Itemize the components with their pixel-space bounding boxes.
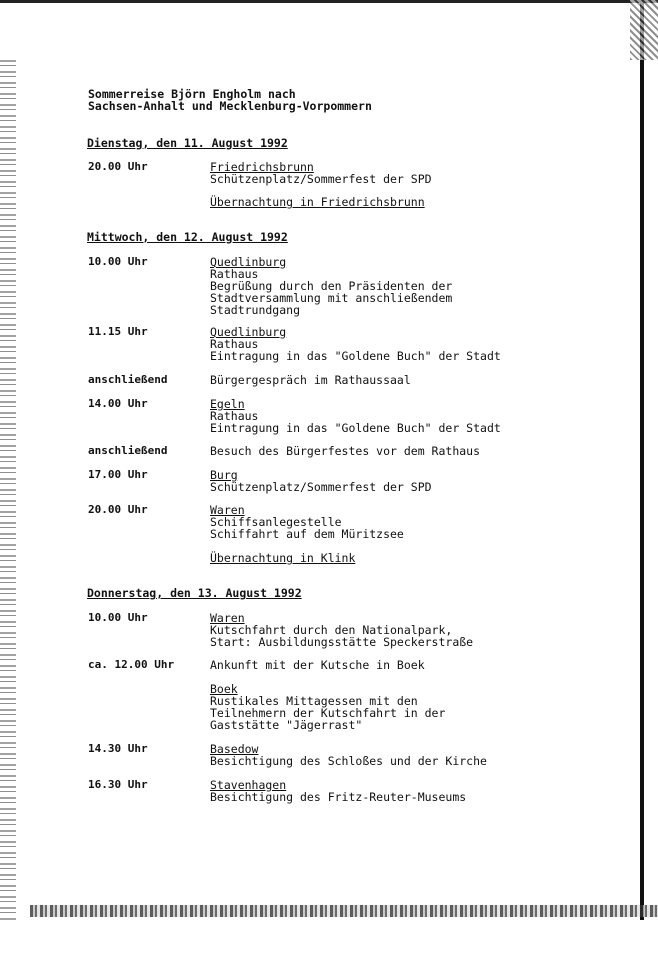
entry-place: Quedlinburg — [210, 255, 287, 269]
entry-line: Start: Ausbildungsstätte Speckerstraße — [210, 635, 474, 649]
entry-details — [210, 256, 452, 316]
entry-place: Stavenhagen — [210, 778, 287, 792]
entry-line: Besichtigung des Schloßes und der Kirche — [210, 754, 487, 768]
entry-time: 14.30 Uhr — [88, 742, 148, 755]
overnight-note: Übernachtung in Klink — [210, 551, 356, 565]
entry-details — [210, 552, 355, 564]
entry-time: anschließend — [88, 373, 168, 386]
entry-place: Quedlinburg — [210, 325, 287, 339]
entry-time: anschließend — [88, 444, 168, 457]
entry-time: 20.00 Uhr — [88, 503, 148, 516]
entry-time: 16.30 Uhr — [88, 778, 148, 791]
entry-line: Eintragung in das "Goldene Buch" der Stadt — [210, 349, 501, 363]
document-title — [88, 88, 372, 112]
entry-line: Rathaus — [210, 409, 259, 423]
entry-details — [210, 683, 445, 731]
entry-line: Stadtversammlung mit anschließendem — [210, 291, 453, 305]
entry-place: Burg — [210, 468, 238, 482]
entry-details — [210, 779, 466, 803]
entry-time: 10.00 Uhr — [88, 255, 148, 268]
entry-line: Rathaus — [210, 267, 259, 281]
entry-place: Basedow — [210, 742, 259, 756]
entry-time: 14.00 Uhr — [88, 397, 148, 410]
entry-details — [210, 196, 425, 208]
entry-place: Waren — [210, 503, 245, 517]
entry-details — [210, 398, 501, 434]
entry-line: Teilnehmern der Kutschfahrt in der — [210, 706, 446, 720]
day-heading: Mittwoch, den 12. August 1992 — [87, 230, 288, 244]
entry-details — [210, 469, 432, 493]
entry-line: Schiffahrt auf dem Müritzsee — [210, 527, 404, 541]
entry-line: Rustikales Mittagessen mit den — [210, 694, 418, 708]
entry-details — [210, 161, 432, 185]
entry-line: Eintragung in das "Goldene Buch" der Stadt — [210, 421, 501, 435]
entry-place: Friedrichsbrunn — [210, 160, 314, 174]
entry-line: Gaststätte "Jägerrast" — [210, 718, 363, 732]
day-heading: Dienstag, den 11. August 1992 — [87, 136, 288, 150]
entry-time: 20.00 Uhr — [88, 160, 148, 173]
entry-time: 17.00 Uhr — [88, 468, 148, 481]
entry-details — [210, 326, 501, 362]
entry-line: Rathaus — [210, 337, 259, 351]
entry-line: Ankunft mit der Kutsche in Boek — [210, 658, 425, 672]
entry-details — [210, 612, 473, 648]
entry-line: Besichtigung des Fritz-Reuter-Museums — [210, 790, 467, 804]
entry-time: 10.00 Uhr — [88, 611, 148, 624]
entry-details — [210, 445, 480, 457]
entry-place: Waren — [210, 611, 245, 625]
entry-line: Begrüßung durch den Präsidenten der — [210, 279, 453, 293]
entry-line: Besuch des Bürgerfestes vor dem Rathaus — [210, 444, 481, 458]
entry-details — [210, 374, 411, 386]
entry-line: Schützenplatz/Sommerfest der SPD — [210, 480, 432, 494]
entry-details — [210, 504, 404, 540]
entry-line: Schiffsanlegestelle — [210, 515, 342, 529]
entry-details — [210, 659, 425, 671]
entry-line: Bürgergespräch im Rathaussaal — [210, 373, 411, 387]
overnight-note: Übernachtung in Friedrichsbrunn — [210, 195, 425, 209]
entry-place: Egeln — [210, 397, 245, 411]
entry-place: Boek — [210, 682, 238, 696]
title-line-2: Sachsen-Anhalt und Mecklenburg-Vorpommern — [88, 99, 372, 113]
title-line-1: Sommerreise Björn Engholm nach — [88, 87, 296, 101]
entry-time: ca. 12.00 Uhr — [88, 658, 175, 671]
entry-details — [210, 743, 487, 767]
entry-line: Stadtrundgang — [210, 303, 301, 317]
entry-time: 11.15 Uhr — [88, 325, 148, 338]
entry-line: Kutschfahrt durch den Nationalpark, — [210, 623, 453, 637]
entry-line: Schützenplatz/Sommerfest der SPD — [210, 172, 432, 186]
day-heading: Donnerstag, den 13. August 1992 — [87, 586, 302, 600]
